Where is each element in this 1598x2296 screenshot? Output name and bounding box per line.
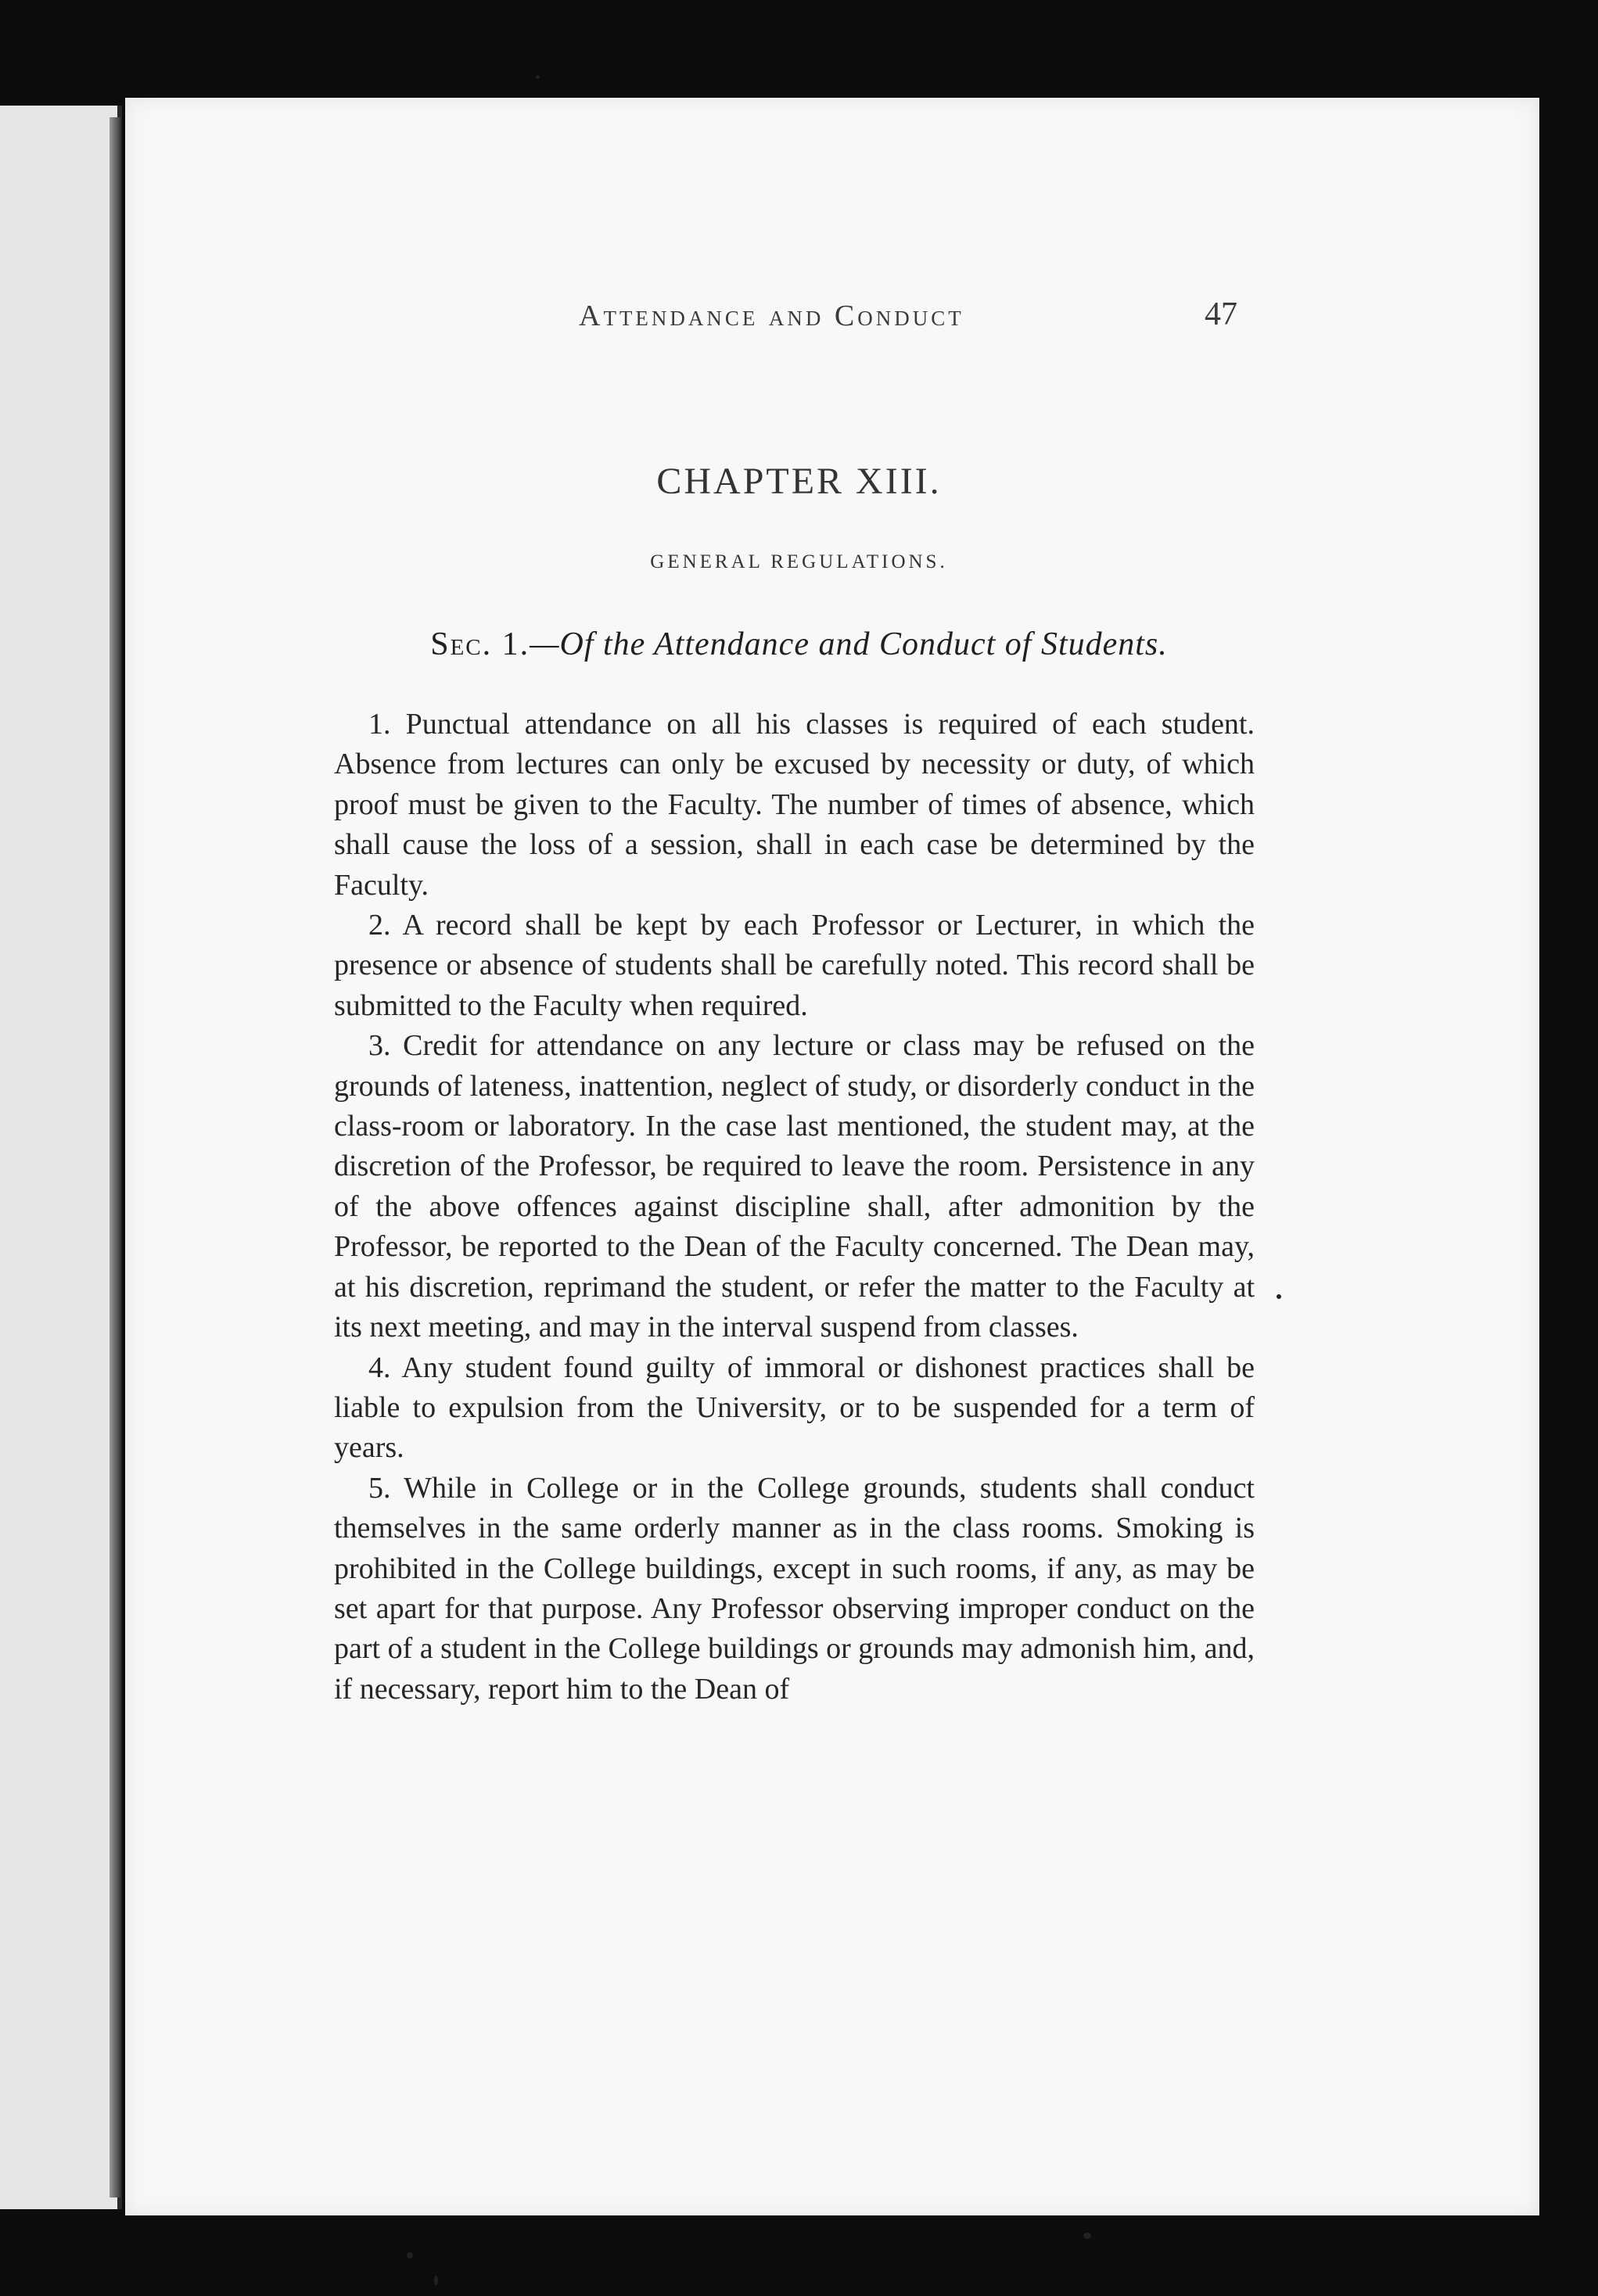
body-text — [334, 705, 1255, 1709]
dust-speck — [434, 2276, 438, 2285]
paragraph-2: 2. A record shall be kept by each Professor or Lecturer, in which the presence or absence of students shall be carefully noted. This record shall be submitted to the Faculty when required. — [334, 909, 1255, 1022]
chapter-title: CHAPTER XIII. — [656, 461, 942, 502]
section-heading — [0, 626, 1598, 663]
dust-speck — [536, 75, 540, 79]
chapter-subtitle: GENERAL REGULATIONS. — [650, 551, 948, 572]
dust-speck — [407, 2252, 413, 2258]
paragraph-3: 3. Credit for attendance on any lecture or class may be refused on the grounds of lateness, inattention, neglect of study, or disorderly conduct in the class-room or laboratory. In the case last mentioned, the student may, at the discretion of the Professor, be required to leave the room. Persistence in any of the above offences against discipline shall, after admonition by the Professor, be reported to the Dean of the Faculty concerned. The Dean may, at his discretion, reprimand the student, or refer the matter to the Faculty at its next meeting, and may in the interval suspend from classes. — [334, 1029, 1255, 1344]
facing-page-edge — [0, 106, 122, 2209]
dust-speck — [1083, 2233, 1091, 2239]
running-head: Attendance and Conduct — [579, 300, 964, 332]
section-label: Sec. 1. — [430, 626, 530, 662]
section-title: —Of the Attendance and Conduct of Students. — [530, 626, 1168, 662]
paragraph-1: 1. Punctual attendance on all his classes is required of each student. Absence from lectures can only be excused by necessity or duty, of which proof must be given to the Faculty. The number of times of absence, which shall cause the loss of a session, shall in each case be determined by the Faculty. — [334, 708, 1255, 902]
paragraph-4: 4. Any student found guilty of immoral or dishonest practices shall be liable to expulsion from the University, or to be suspended for a term of years. — [334, 1351, 1255, 1465]
dust-speck — [1277, 1294, 1281, 1299]
book-gutter — [110, 117, 120, 2197]
page-number: 47 — [1205, 296, 1237, 332]
paragraph-5: 5. While in College or in the College grounds, students shall conduct themselves in the same orderly manner as in the class rooms. Smoking is prohibited in the College buildings, except in such rooms, if any, as may be set apart for that purpose. Any Professor observing improper conduct on the part of a student in the College buildings or grounds may admonish him, and, if necessary, report him to the Dean of — [334, 1471, 1255, 1706]
